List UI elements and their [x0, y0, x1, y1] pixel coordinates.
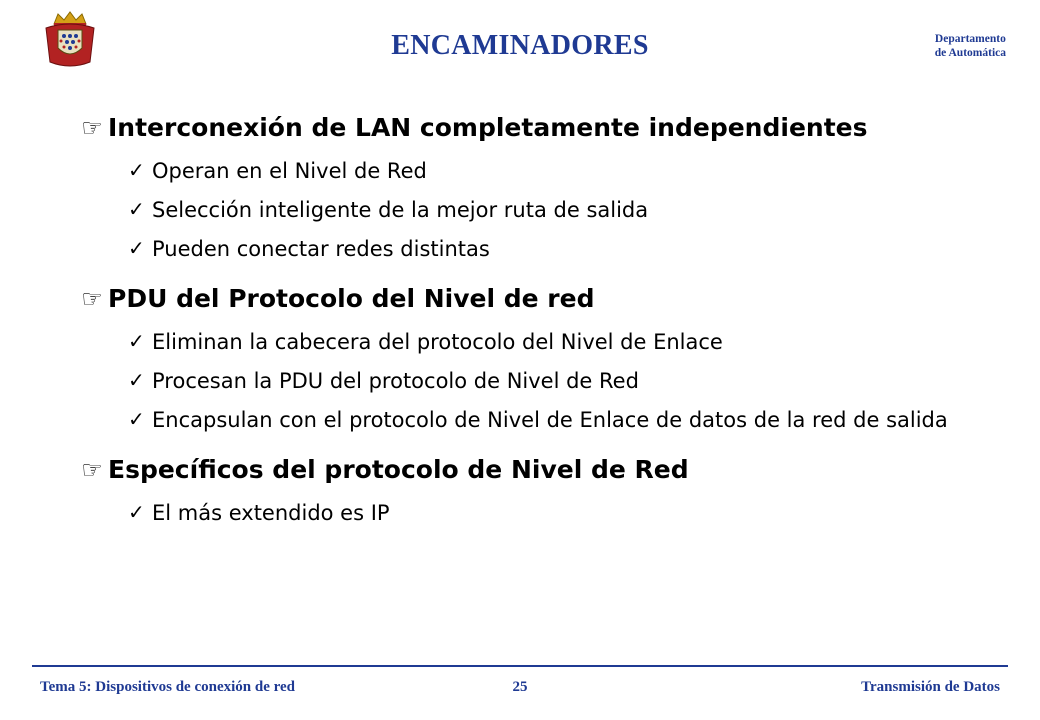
list-item-text: Pueden conectar redes distintas: [152, 237, 490, 261]
pointing-hand-icon: ☞: [81, 285, 103, 313]
section-pdu: [78, 281, 978, 436]
checkmark-icon: ✓: [128, 407, 145, 431]
checkmark-icon: ✓: [128, 368, 145, 392]
list-item-text: Selección inteligente de la mejor ruta de salida: [152, 198, 649, 222]
checkmark-icon: ✓: [128, 158, 145, 182]
list-item: [128, 498, 978, 529]
list-item-text: Operan en el Nivel de Red: [152, 159, 427, 183]
list-item: [128, 327, 978, 358]
list-item: [128, 195, 978, 226]
department-line-2: de Automática: [934, 47, 1006, 59]
section-heading: PDU del Protocolo del Nivel de red: [108, 284, 595, 313]
checkmark-icon: ✓: [128, 500, 145, 524]
list-item-text: Encapsulan con el protocolo de Nivel de Enlace de datos de la red de salida: [152, 408, 948, 432]
list-item-text: Procesan la PDU del protocolo de Nivel de Red: [152, 369, 639, 393]
checkmark-icon: ✓: [128, 236, 145, 260]
department-label: [935, 32, 1006, 60]
bullet-list: [128, 327, 978, 436]
list-item: [128, 405, 952, 436]
checkmark-icon: ✓: [128, 197, 145, 221]
slide-content: [78, 110, 978, 545]
footer-course: Transmisión de Datos: [861, 679, 1000, 695]
section-heading: Interconexión de LAN completamente independientes: [108, 113, 868, 142]
list-item: [128, 156, 978, 187]
bullet-list: [128, 156, 978, 265]
department-line-1: Departamento: [934, 33, 1006, 45]
footer-divider: [32, 665, 1008, 667]
list-item: [128, 234, 978, 265]
section-interconexion: [78, 110, 978, 265]
section-heading-row: [78, 452, 978, 490]
section-heading-row: [78, 281, 978, 319]
section-heading: Específicos del protocolo de Nivel de Red: [108, 455, 689, 484]
bullet-list: [128, 498, 978, 529]
footer-topic: Tema 5: Dispositivos de conexión de red: [40, 679, 296, 695]
checkmark-icon: ✓: [128, 329, 145, 353]
section-especificos: [78, 452, 978, 529]
list-item-text: Eliminan la cabecera del protocolo del Nivel de Enlace: [152, 330, 723, 354]
list-item: [128, 366, 978, 397]
pointing-hand-icon: ☞: [81, 114, 103, 142]
pointing-hand-icon: ☞: [81, 456, 103, 484]
page-number: 25: [512, 679, 528, 695]
section-heading-row: [78, 110, 978, 148]
list-item-text: El más extendido es IP: [152, 501, 390, 525]
page-title: ENCAMINADORES: [391, 30, 649, 61]
